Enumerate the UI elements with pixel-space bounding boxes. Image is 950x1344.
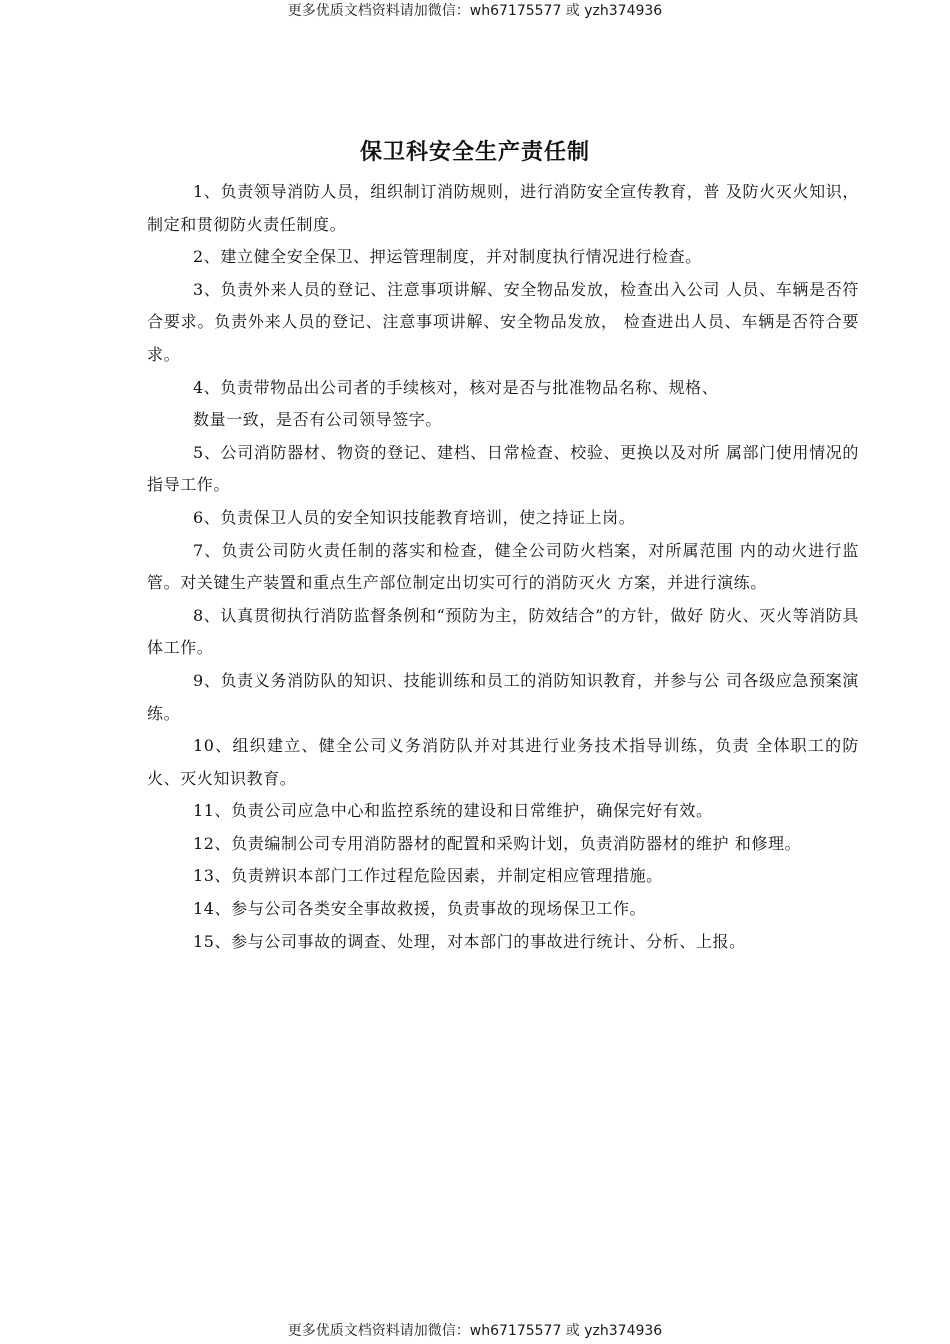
paragraph-12: 12、负责编制公司专用消防器材的配置和采购计划，负责消防器材的维护 和修理。 [193, 833, 802, 853]
paragraph-2: 2、建立健全安全保卫、押运管理制度，并对制度执行情况进行检查。 [193, 247, 702, 267]
document-body [147, 176, 859, 958]
footer-banner: 更多优质文档资料请加微信：wh67175577 或 yzh374936 [287, 1323, 663, 1339]
paragraph-10: 10、组织建立、健全公司义务消防队并对其进行业务技术指导训练，负责 全体职工的防火、灭火知识教育。 [147, 736, 859, 788]
paragraph-7: 7、负责公司防火责任制的落实和检查，健全公司防火档案，对所属范围 内的动火进行监管。对关键生产装置和重点生产部位制定出切实可行的消防灭火 方案，并进行演练。 [147, 540, 859, 593]
header-banner: 更多优质文档资料请加微信：wh67175577 或 yzh374936 [287, 3, 663, 19]
paragraph-5: 5、公司消防器材、物资的登记、建档、日常检查、校验、更换以及对所 属部门使用情况的指导工作。 [147, 442, 859, 495]
paragraph-6: 6、负责保卫人员的安全知识技能教育培训，使之持证上岗。 [193, 507, 636, 527]
paragraph-4-continued: 数量一致，是否有公司领导签字。 [193, 410, 443, 430]
paragraph-11: 11、负责公司应急中心和监控系统的建设和日常维护，确保完好有效。 [193, 801, 713, 821]
paragraph-14: 14、参与公司各类安全事故救援，负责事故的现场保卫工作。 [193, 899, 647, 919]
paragraph-8: 8、认真贯彻执行消防监督条例和“预防为主，防效结合”的方针，做好 防火、灭火等消防具体工作。 [147, 605, 859, 658]
paragraph-4: 4、负责带物品出公司者的手续核对，核对是否与批准物品名称、规格、 [193, 377, 719, 397]
paragraph-1: 1、负责领导消防人员，组织制订消防规则，进行消防安全宣传教育，普 及防火灭火知识，制定和贯彻防火责任制度。 [147, 182, 859, 234]
paragraph-15: 15、参与公司事故的调查、处理，对本部门的事故进行统计、分析、上报。 [193, 931, 746, 951]
document-title: 保卫科安全生产责任制 [359, 139, 590, 165]
paragraph-9: 9、负责义务消防队的知识、技能训练和员工的消防知识教育，并参与公 司各级应急预案演练。 [147, 670, 859, 723]
paragraph-13: 13、负责辨识本部门工作过程危险因素，并制定相应管理措施。 [193, 866, 663, 886]
paragraph-3: 3、负责外来人员的登记、注意事项讲解、安全物品发放，检查出入公司 人员、车辆是否符合要求。负责外来人员的登记、注意事项讲解、安全物品发放， 检查进出人员、车辆是否符合要求。 [147, 279, 859, 364]
